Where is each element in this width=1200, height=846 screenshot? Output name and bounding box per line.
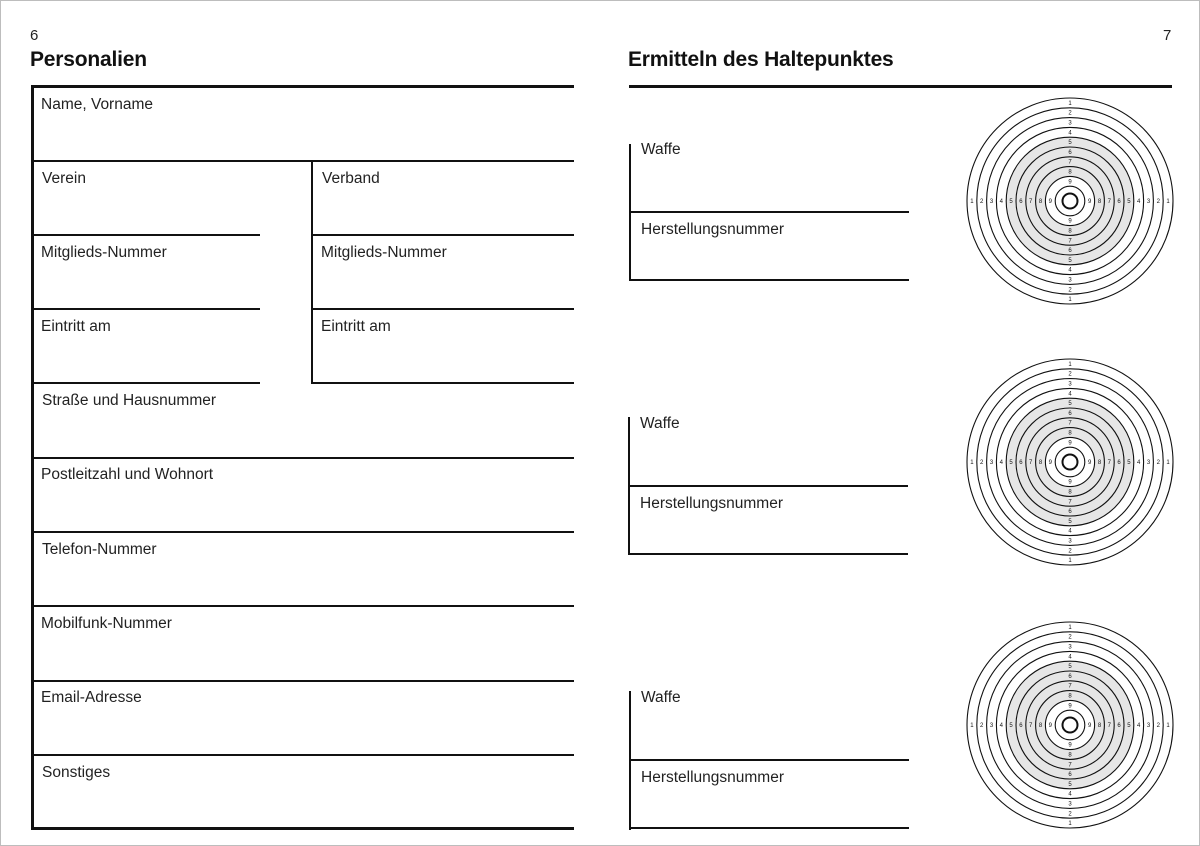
top-rule-right <box>629 85 1172 88</box>
page-number-left: 6 <box>30 27 39 44</box>
target-ring-number: 9 <box>1068 703 1072 710</box>
target-ring-number: 1 <box>1068 361 1072 368</box>
top-rule-left <box>31 85 574 88</box>
target-ring-number: 3 <box>1068 801 1072 808</box>
target-ring-number: 1 <box>1068 558 1072 565</box>
target-ring-number: 3 <box>989 199 994 205</box>
separator-line <box>31 680 574 682</box>
target-ring-number: 5 <box>1068 401 1072 408</box>
target-ring-number: 3 <box>1146 723 1151 729</box>
separator-line <box>31 754 574 756</box>
block-3-left-border <box>629 691 631 830</box>
target-ring-number: 4 <box>1137 723 1141 729</box>
target-ring-number: 8 <box>1068 489 1072 496</box>
target-ring-number: 4 <box>999 460 1003 466</box>
field-label-verband: Verband <box>322 170 380 187</box>
target-ring-number: 8 <box>1068 169 1072 176</box>
target-ring-number: 5 <box>1009 723 1013 729</box>
target-ring-number: 8 <box>1038 723 1043 729</box>
page-title-personalien: Personalien <box>30 48 147 71</box>
target-ring-number: 4 <box>1068 791 1072 798</box>
target-ring-number: 8 <box>1097 723 1102 729</box>
target-ring-number: 2 <box>1068 110 1072 117</box>
separator-line <box>311 382 574 384</box>
target-ring-number: 6 <box>1117 199 1121 205</box>
shooting-target-3 <box>966 621 1174 829</box>
target-ring-number: 5 <box>1068 518 1072 525</box>
target-ring-number: 9 <box>1068 218 1072 225</box>
target-ring-number: 4 <box>999 723 1003 729</box>
block-2-bottom-line <box>628 553 908 555</box>
field-label-mitglieds-nummer-verein: Mitglieds-Nummer <box>41 244 167 261</box>
target-bullseye <box>1063 455 1078 470</box>
block-2-middle-line <box>628 485 908 487</box>
page-title-haltepunkt: Ermitteln des Haltepunktes <box>628 48 894 71</box>
target-ring-number: 7 <box>1029 460 1033 466</box>
target-ring-number: 6 <box>1117 723 1121 729</box>
target-ring-number: 5 <box>1127 460 1131 466</box>
target-ring-number: 5 <box>1068 140 1072 147</box>
target-ring-number: 6 <box>1019 723 1023 729</box>
target-ring-number: 5 <box>1009 460 1013 466</box>
target-ring-number: 1 <box>1068 821 1072 828</box>
block-2-herstellungsnummer-label: Herstellungsnummer <box>640 495 783 512</box>
target-ring-number: 7 <box>1068 762 1072 769</box>
target-ring-number: 6 <box>1117 460 1121 466</box>
target-ring-number: 4 <box>1068 391 1072 398</box>
target-ring-number: 4 <box>1068 267 1072 274</box>
target-ring-number: 1 <box>1166 460 1170 466</box>
target-ring-number: 5 <box>1068 664 1072 671</box>
target-ring-number: 7 <box>1107 460 1111 466</box>
target-ring-number: 9 <box>1068 479 1072 486</box>
target-ring-number: 1 <box>970 460 974 466</box>
target-ring-number: 2 <box>1068 287 1072 294</box>
bottom-rule-left <box>31 827 574 830</box>
target-ring-number: 9 <box>1068 742 1072 749</box>
target-ring-number: 9 <box>1068 440 1072 447</box>
target-ring-number: 5 <box>1068 781 1072 788</box>
target-ring-number: 8 <box>1068 228 1072 235</box>
target-ring-number: 7 <box>1068 420 1072 427</box>
target-ring-number: 7 <box>1068 683 1072 690</box>
target-ring-number: 3 <box>1068 644 1072 651</box>
target-ring-number: 1 <box>970 199 974 205</box>
separator-line <box>31 605 574 607</box>
field-label-mitglieds-nummer-verband: Mitglieds-Nummer <box>321 244 447 261</box>
target-ring-number: 9 <box>1048 460 1052 466</box>
target-ring-number: 7 <box>1107 199 1111 205</box>
target-ring-number: 2 <box>1068 634 1072 641</box>
shooting-target-2 <box>966 358 1174 566</box>
target-ring-number: 1 <box>1068 100 1072 107</box>
block-1-left-border <box>629 144 631 281</box>
target-ring-number: 7 <box>1029 723 1033 729</box>
target-ring-number: 3 <box>1146 199 1151 205</box>
column-divider <box>311 160 313 384</box>
target-ring-number: 4 <box>1068 528 1072 535</box>
target-ring-number: 7 <box>1068 499 1072 506</box>
block-3-middle-line <box>629 759 909 761</box>
target-ring-number: 5 <box>1009 199 1013 205</box>
field-label-strasse: Straße und Hausnummer <box>42 392 217 409</box>
separator-line <box>31 160 574 162</box>
target-ring-number: 2 <box>1156 199 1160 205</box>
target-ring-number: 2 <box>980 723 984 729</box>
target-ring-number: 3 <box>989 460 994 466</box>
target-ring-number: 5 <box>1068 257 1072 264</box>
target-ring-number: 7 <box>1068 238 1072 245</box>
target-ring-number: 8 <box>1038 199 1043 205</box>
separator-line <box>31 457 574 459</box>
target-ring-number: 3 <box>989 723 994 729</box>
field-label-mobilfunk: Mobilfunk-Nummer <box>41 615 172 632</box>
target-ring-number: 2 <box>980 199 984 205</box>
field-label-verein: Verein <box>42 170 86 187</box>
target-ring-number: 8 <box>1068 430 1072 437</box>
block-1-middle-line <box>629 211 909 213</box>
block-1-herstellungsnummer-label: Herstellungsnummer <box>641 221 784 238</box>
page-number-right: 7 <box>1163 27 1172 44</box>
target-ring-number: 9 <box>1088 460 1092 466</box>
field-label-name: Name, Vorname <box>41 96 153 113</box>
block-3-herstellungsnummer-label: Herstellungsnummer <box>641 769 784 786</box>
target-ring-number: 2 <box>1068 371 1072 378</box>
separator-line <box>31 531 574 533</box>
block-3-bottom-line <box>629 827 909 829</box>
target-ring-number: 3 <box>1068 120 1072 127</box>
target-ring-number: 3 <box>1068 277 1072 284</box>
separator-line <box>311 308 574 310</box>
target-ring-number: 8 <box>1068 693 1072 700</box>
target-ring-number: 9 <box>1048 199 1052 205</box>
target-ring-number: 3 <box>1068 381 1072 388</box>
target-ring-number: 2 <box>1156 460 1160 466</box>
target-ring-number: 9 <box>1088 199 1092 205</box>
target-ring-number: 6 <box>1068 772 1072 779</box>
target-ring-number: 7 <box>1068 159 1072 166</box>
block-2-waffe-label: Waffe <box>640 415 680 432</box>
target-ring-number: 3 <box>1146 460 1151 466</box>
target-ring-number: 4 <box>999 199 1003 205</box>
field-label-telefon: Telefon-Nummer <box>42 541 157 558</box>
target-ring-number: 4 <box>1137 460 1141 466</box>
separator-line <box>31 234 260 236</box>
target-ring-number: 5 <box>1127 723 1131 729</box>
target-ring-number: 9 <box>1088 723 1092 729</box>
target-ring-number: 1 <box>1166 199 1170 205</box>
target-ring-number: 2 <box>1156 723 1160 729</box>
target-ring-number: 8 <box>1038 460 1043 466</box>
field-label-sonstiges: Sonstiges <box>42 764 111 781</box>
target-ring-number: 2 <box>1068 548 1072 555</box>
target-ring-number: 1 <box>1068 297 1072 304</box>
block-1-bottom-line <box>629 279 909 281</box>
field-label-plz-ort: Postleitzahl und Wohnort <box>41 466 214 483</box>
target-ring-number: 3 <box>1068 538 1072 545</box>
target-bullseye <box>1063 718 1078 733</box>
target-ring-number: 9 <box>1048 723 1052 729</box>
shooting-target-1 <box>966 97 1174 305</box>
target-bullseye <box>1063 194 1078 209</box>
target-ring-number: 9 <box>1068 179 1072 186</box>
block-3-waffe-label: Waffe <box>641 689 681 706</box>
block-1-waffe-label: Waffe <box>641 141 681 158</box>
target-ring-number: 1 <box>1166 723 1170 729</box>
target-ring-number: 8 <box>1097 199 1102 205</box>
target-ring-number: 2 <box>1068 811 1072 818</box>
target-ring-number: 6 <box>1068 248 1072 255</box>
target-ring-number: 4 <box>1068 130 1072 137</box>
separator-line <box>31 382 260 384</box>
target-ring-number: 6 <box>1068 509 1072 516</box>
target-ring-number: 4 <box>1137 199 1141 205</box>
target-ring-number: 6 <box>1068 410 1072 417</box>
field-label-eintritt-verein: Eintritt am <box>41 318 111 335</box>
target-ring-number: 7 <box>1107 723 1111 729</box>
target-ring-number: 6 <box>1068 673 1072 680</box>
target-ring-number: 8 <box>1097 460 1102 466</box>
target-ring-number: 2 <box>980 460 984 466</box>
target-ring-number: 6 <box>1019 460 1023 466</box>
target-ring-number: 5 <box>1127 199 1131 205</box>
field-label-email: Email-Adresse <box>41 689 142 706</box>
target-ring-number: 8 <box>1068 752 1072 759</box>
separator-line <box>311 234 574 236</box>
target-ring-number: 7 <box>1029 199 1033 205</box>
separator-line <box>31 308 260 310</box>
target-ring-number: 1 <box>970 723 974 729</box>
target-ring-number: 1 <box>1068 624 1072 631</box>
target-ring-number: 6 <box>1019 199 1023 205</box>
target-ring-number: 6 <box>1068 149 1072 156</box>
field-label-eintritt-verband: Eintritt am <box>321 318 391 335</box>
target-ring-number: 4 <box>1068 654 1072 661</box>
